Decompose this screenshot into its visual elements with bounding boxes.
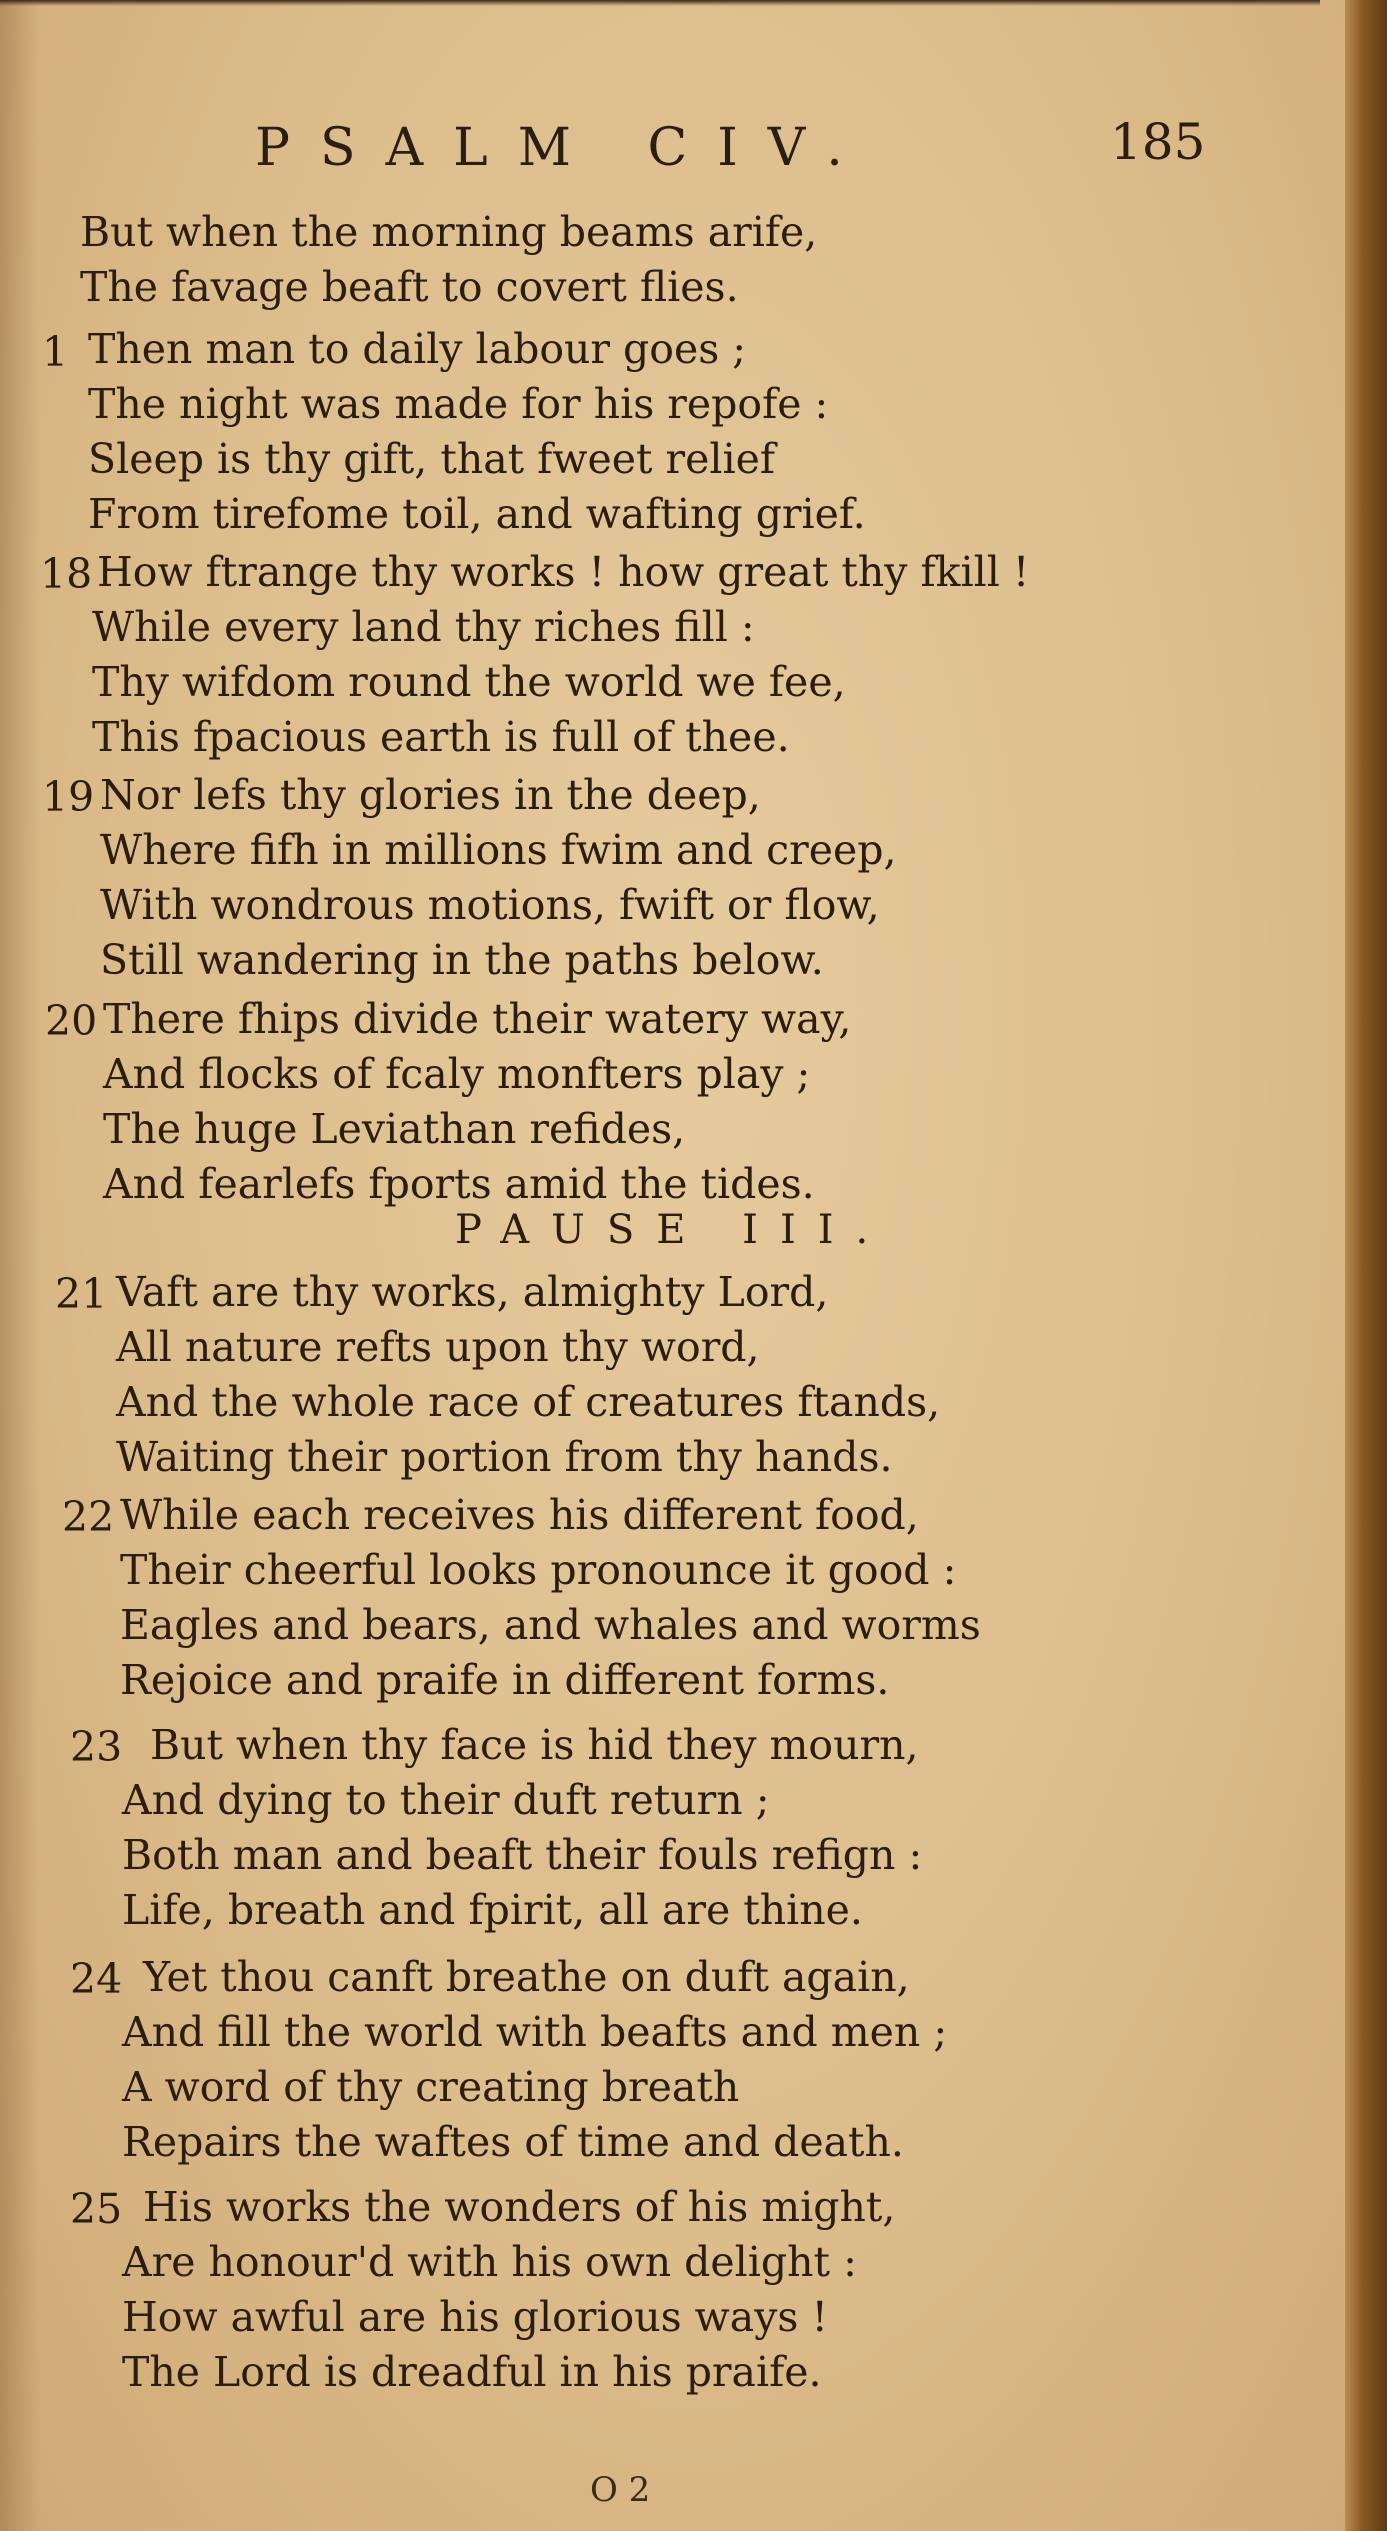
verse-line: From tirefome toil, and wafting grief. <box>88 490 866 538</box>
verse-line: While each receives his different food, <box>120 1491 919 1539</box>
verse-number: 22 <box>62 1493 115 1541</box>
verse-number: 21 <box>55 1270 108 1318</box>
verse-line: There fhips divide their watery way, <box>103 995 852 1043</box>
verse-number: 24 <box>70 1955 123 2003</box>
verse-line: Vaft are thy works, almighty Lord, <box>116 1268 829 1316</box>
verse-line: The night was made for his repofe : <box>88 380 829 428</box>
verse-line: Then man to daily labour goes ; <box>88 325 747 373</box>
verse-line: Nor lefs thy glories in the deep, <box>100 771 761 819</box>
verse-line: And fearlefs fports amid the tides. <box>103 1160 815 1208</box>
verse-line: And flocks of fcaly monfters play ; <box>103 1050 811 1098</box>
verse-line: A word of thy creating breath <box>122 2063 740 2111</box>
verse-number: 19 <box>42 773 95 821</box>
verse-line: But when thy face is hid they mourn, <box>150 1721 919 1769</box>
psalm-title: PSALM CIV. <box>255 118 873 178</box>
verse-line: The Lord is dreadful in his praife. <box>122 2348 822 2396</box>
verse-line: And fill the world with beafts and men ; <box>122 2008 948 2056</box>
verse-line: And dying to their duft return ; <box>122 1776 770 1824</box>
verse-line: The favage beaft to covert flies. <box>80 263 739 311</box>
verse-number: 18 <box>40 550 93 598</box>
verse-number: 25 <box>70 2185 123 2233</box>
verse-number: 23 <box>70 1723 123 1771</box>
verse-line: With wondrous motions, fwift or flow, <box>100 881 880 929</box>
verse-line: How ftrange thy works ! how great thy fkill ! <box>97 548 1030 596</box>
verse-line: This fpacious earth is full of thee. <box>92 713 790 761</box>
verse-number: 20 <box>45 997 98 1045</box>
verse-line: The huge Leviathan refides, <box>103 1105 686 1153</box>
verse-line: Are honour'd with his own delight : <box>122 2238 857 2286</box>
verse-line: While every land thy riches fill : <box>92 603 755 651</box>
verse-line: All nature refts upon thy word, <box>116 1323 760 1371</box>
verse-line: Repairs the waftes of time and death. <box>122 2118 904 2166</box>
verse-line: But when the morning beams arife, <box>80 208 818 256</box>
verse-line: Still wandering in the paths below. <box>100 936 824 984</box>
page-number: 185 <box>1110 113 1206 171</box>
verse-line: Sleep is thy gift, that fweet relief <box>88 435 776 483</box>
verse-line: Rejoice and praife in different forms. <box>120 1656 890 1704</box>
verse-line: Waiting their portion from thy hands. <box>116 1433 893 1481</box>
verse-line: Eagles and bears, and whales and worms <box>120 1601 981 1649</box>
pause-heading: PAUSE III. <box>455 1207 891 1253</box>
verse-line: Yet thou canft breathe on duft again, <box>143 1953 910 2001</box>
verse-line: Thy wifdom round the world we fee, <box>92 658 846 706</box>
verse-line: Life, breath and fpirit, all are thine. <box>122 1886 863 1934</box>
verse-line: How awful are his glorious ways ! <box>122 2293 828 2341</box>
verse-line: His works the wonders of his might, <box>143 2183 896 2231</box>
verse-line: Where fifh in millions fwim and creep, <box>100 826 897 874</box>
verse-line: Their cheerful looks pronounce it good : <box>120 1546 957 1594</box>
verse-number: 1 <box>42 328 69 376</box>
catchword: O 2 <box>590 2470 651 2510</box>
verse-line: And the whole race of creatures ftands, <box>116 1378 941 1426</box>
verse-line: Both man and beaft their fouls refign : <box>122 1831 923 1879</box>
